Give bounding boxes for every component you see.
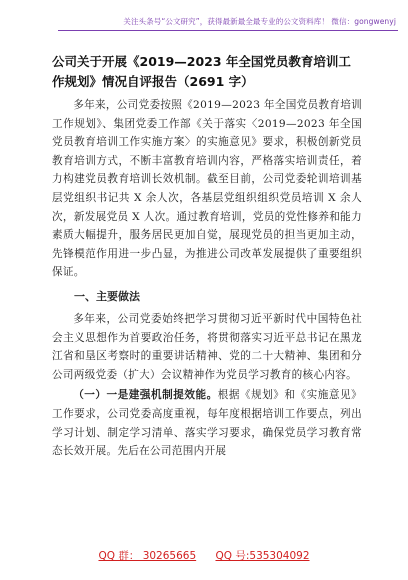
header-divider — [58, 30, 398, 31]
section1-paragraph: 多年来，公司党委始终把学习贯彻习近平新时代中国特色社会主义思想作为首要政治任务，将贯彻落实习近平总书记在黑龙江省和垦区考察时的重要讲话精神、党的二十大精神、集团和分公司两级党委（扩大）会议精神作为党员学习教育的核心内容。 — [52, 312, 362, 381]
page-footer — [0, 548, 408, 563]
page-header — [0, 0, 408, 48]
footer-qq-group[interactable]: QQ 群： 30265665 — [98, 550, 197, 562]
subsection1-paragraph — [52, 386, 362, 460]
subsection1-text: 根据《规划》和《实施意见》工作要求，公司党委高度重视，每年度根据培训工作要点，列出学习计划、制定学习清单、落实学习要求，确保党员学习教育常态长效开展。先后在公司范围内开展 — [52, 389, 362, 458]
footer-qq-number[interactable]: QQ 号:535304092 — [215, 550, 310, 562]
subsection1-heading: （一）一是建强机制提效能。 — [73, 389, 218, 402]
header-promo-text: 关注头条号“公文研究”，获得最新最全最专业的公文资料库！ 微信：gongwenyj — [123, 17, 396, 26]
document-title: 公司关于开展《2019—2023 年全国党员教育培训工作规划》情况自评报告（2691 字） — [52, 54, 351, 89]
document-body — [52, 52, 362, 461]
intro-paragraph: 多年来，公司党委按照《2019—2023 年全国党员教育培训工作规划》、集团党委工作部《关于落实〈2019—2023 年全国党员教育培训工作实施方案〉的实施意见》要求，积极创新党员教育培训方式，不断丰富教育培训内容，严格落实培训责任，着力构建党员教育培训长效机制。截至目前，公司党委轮训培训基层党组织书记共 X 余人次，各基层党组织组织党员培训 X 余人次，新发展党员 X 人次。通过教育培训，党员的党性修养和能力素质大幅提升，服务居民更加自觉，展现党员的担当更加主动，先锋模范作用进一步凸显，为推进公司改革发展提供了重要组织保证。 — [52, 99, 362, 279]
section-heading-main-practices: 一、主要做法 — [74, 289, 140, 303]
